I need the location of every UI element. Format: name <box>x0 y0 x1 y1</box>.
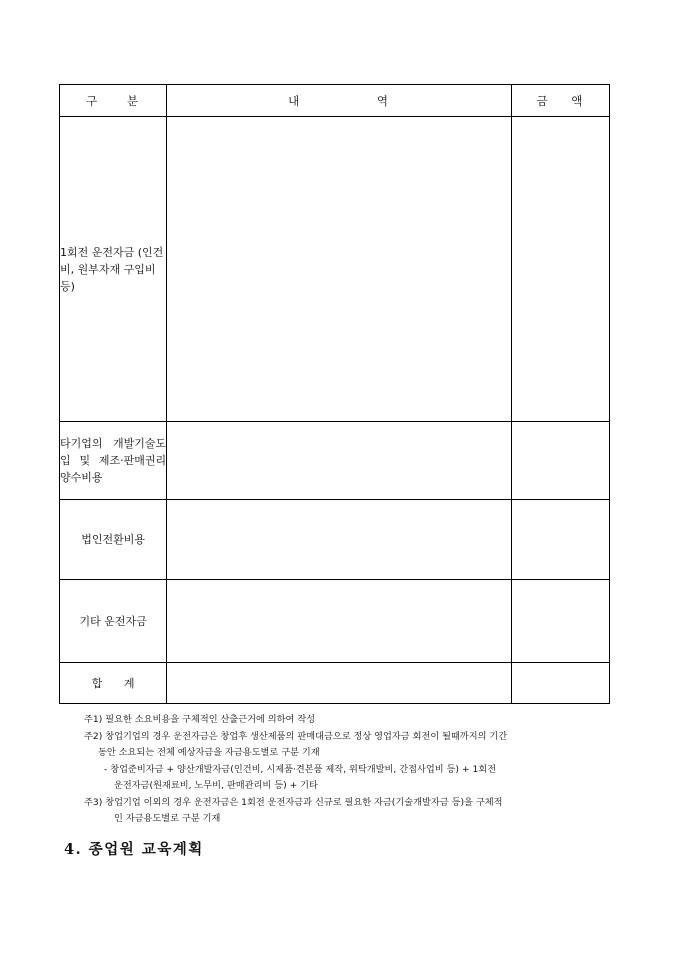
row-details-cell[interactable] <box>167 500 512 580</box>
footnote-2: 주2) 창업기업의 경우 운전자금은 창업후 생산제품의 판매대금으로 정상 영업자금 회전이 될때까지의 기간 <box>84 730 508 742</box>
footnote-2-bullet: - 창업준비자금 + 양산개발자금(인건비, 시제품·견본품 제작, 위탁개발비, 간접사업비 등) + 1회전 <box>104 763 497 775</box>
row-details-cell[interactable] <box>167 580 512 663</box>
row-label-working-capital: 1회전 운전자금 (인건비, 원부자재 구입비 등) <box>60 117 167 422</box>
total-amount-cell[interactable] <box>511 663 609 704</box>
row-details-cell[interactable] <box>167 117 512 422</box>
header-amount: 금 액 <box>511 85 609 117</box>
row-amount-cell[interactable] <box>511 580 609 663</box>
row-amount-cell[interactable] <box>511 117 609 422</box>
footnote-3: 주3) 창업기업 이외의 경우 운전자금은 1회전 운전자금과 신규로 필요한 자금(기술개발자금 등)을 구체적 <box>84 796 503 808</box>
row-details-cell[interactable] <box>167 422 512 500</box>
table-row <box>60 500 610 580</box>
row-amount-cell[interactable] <box>511 500 609 580</box>
footnote-2-continued: 동안 소요되는 전체 예상자금을 자금용도별로 구분 기재 <box>98 747 320 758</box>
table-header-row <box>60 85 610 117</box>
table-row <box>60 580 610 663</box>
section-title: 4. 종업원 교육계획 <box>64 841 204 858</box>
row-amount-cell[interactable] <box>511 422 609 500</box>
header-category: 구 분 <box>60 85 167 117</box>
table-footnotes <box>84 712 624 828</box>
row-label-incorporation: 법인전환비용 <box>60 500 167 580</box>
total-details-cell[interactable] <box>167 663 512 704</box>
table-row <box>60 117 610 422</box>
header-details: 내 역 <box>167 85 512 117</box>
row-label-total: 합 계 <box>60 663 167 704</box>
footnote-1: 주1) 필요한 소요비용을 구체적인 산출근거에 의하여 작성 <box>84 714 316 725</box>
table-row <box>60 422 610 500</box>
row-label-other-capital: 기타 운전자금 <box>60 580 167 663</box>
budget-table <box>59 84 610 704</box>
footnote-3-continued: 인 자금용도별로 구분 기재 <box>114 813 221 824</box>
footnote-2-bullet-continued: 운전자금(원재료비, 노무비, 판매관리비 등) + 기타 <box>114 780 318 791</box>
row-label-tech-transfer: 타기업의 개발기술도입 및 제조·판매권리 양수비용 <box>60 422 167 500</box>
table-total-row <box>60 663 610 704</box>
